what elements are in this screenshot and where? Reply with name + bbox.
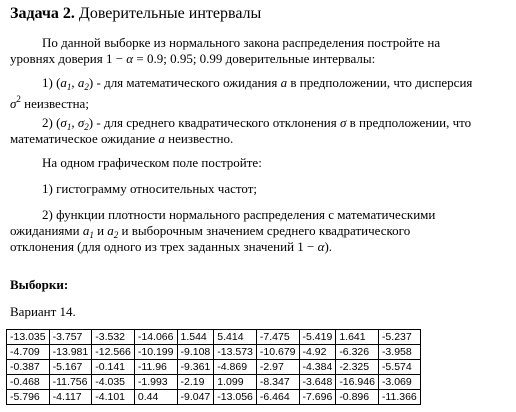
table-cell: -10.199 bbox=[134, 345, 177, 360]
samples-table bbox=[6, 329, 421, 405]
table-cell: -4.035 bbox=[92, 375, 135, 390]
table-cell: -10.679 bbox=[256, 345, 299, 360]
table-cell: -16.946 bbox=[336, 375, 379, 390]
table-cell: -13.035 bbox=[7, 330, 50, 345]
table-cell: -5.419 bbox=[299, 330, 336, 345]
table-cell: -3.958 bbox=[378, 345, 420, 360]
table-cell: -13.981 bbox=[49, 345, 92, 360]
table-cell: -5.237 bbox=[378, 330, 420, 345]
table-cell: -5.167 bbox=[49, 360, 92, 375]
table-row bbox=[7, 390, 421, 405]
table-cell: -2.325 bbox=[336, 360, 379, 375]
intro-line-2: уровнях доверия 1 − α = 0.9; 0.95; 0.99 доверительные интервалы: bbox=[10, 51, 376, 66]
table-cell: -2.19 bbox=[177, 375, 214, 390]
table-cell: 1.641 bbox=[336, 330, 379, 345]
item-2-line-2: математическое ожидание a неизвестно. bbox=[10, 131, 234, 146]
plot-item-2-line-1: 2) функции плотности нормального распределения с математическими bbox=[42, 207, 436, 222]
table-cell: -14.066 bbox=[134, 330, 177, 345]
samples-heading: Выборки: bbox=[10, 277, 69, 292]
table-cell: -9.047 bbox=[177, 390, 214, 405]
plot-item-2-line-3: отклонения (для одного из трех заданных значений 1 − α). bbox=[10, 239, 333, 254]
table-cell: -11.756 bbox=[49, 375, 92, 390]
task-title bbox=[10, 5, 261, 23]
table-cell: -2.97 bbox=[256, 360, 299, 375]
table-cell: -6.326 bbox=[336, 345, 379, 360]
table-cell: -0.896 bbox=[336, 390, 379, 405]
variant-label: Вариант 14. bbox=[10, 304, 76, 319]
table-cell: -4.92 bbox=[299, 345, 336, 360]
table-cell: -11.366 bbox=[378, 390, 420, 405]
task-number: Задача 2. bbox=[10, 5, 75, 22]
table-cell: -0.141 bbox=[92, 360, 135, 375]
intro-line-1: По данной выборке из нормального закона распределения постройте на bbox=[42, 35, 441, 50]
table-cell: 0.44 bbox=[134, 390, 177, 405]
item-1-line-1: 1) ($a_1$, $a_2$) - для математического ожидания a в предположении, что дисперсия bbox=[42, 75, 473, 92]
table-cell: -4.869 bbox=[214, 360, 257, 375]
table-cell: -8.347 bbox=[256, 375, 299, 390]
table-cell: -0.387 bbox=[7, 360, 50, 375]
plot-item-1: 1) гистограмму относительных частот; bbox=[42, 181, 257, 196]
table-cell: -13.056 bbox=[214, 390, 257, 405]
table-cell: 1.544 bbox=[177, 330, 214, 345]
table-cell: -13.573 bbox=[214, 345, 257, 360]
table-cell: -6.464 bbox=[256, 390, 299, 405]
table-cell: -3.532 bbox=[92, 330, 135, 345]
item-2-line-1: 2) ($\sigma_1$, $\sigma_2$) - для среднего квадратического отклонения σ в предположении, что bbox=[42, 115, 472, 132]
table-cell: -4.384 bbox=[299, 360, 336, 375]
table-cell: -4.709 bbox=[7, 345, 50, 360]
plot-intro: На одном графическом поле постройте: bbox=[42, 155, 262, 170]
table-cell: -3.069 bbox=[378, 375, 420, 390]
table-row bbox=[7, 345, 421, 360]
table-cell: -3.757 bbox=[49, 330, 92, 345]
table-cell: -0.468 bbox=[7, 375, 50, 390]
table-row bbox=[7, 330, 421, 345]
plot-item-2-line-2: ожиданиями $a_1$ и $a_2$ и выборочным значением среднего квадратического bbox=[10, 223, 411, 240]
table-cell: -5.574 bbox=[378, 360, 420, 375]
task-title-text: Доверительные интервалы bbox=[74, 5, 262, 22]
table-row bbox=[7, 360, 421, 375]
table-cell: -9.361 bbox=[177, 360, 214, 375]
table-cell: -5.796 bbox=[7, 390, 50, 405]
table-cell: -4.117 bbox=[49, 390, 92, 405]
table-cell: 1.099 bbox=[214, 375, 257, 390]
item-1-line-2: $\sigma^2$ неизвестна; bbox=[10, 94, 89, 111]
table-cell: -7.696 bbox=[299, 390, 336, 405]
table-cell: -7.475 bbox=[256, 330, 299, 345]
table-cell: -4.101 bbox=[92, 390, 135, 405]
table-cell: -9.108 bbox=[177, 345, 214, 360]
table-cell: 5.414 bbox=[214, 330, 257, 345]
table-cell: -1.993 bbox=[134, 375, 177, 390]
table-cell: -12.566 bbox=[92, 345, 135, 360]
table-cell: -3.648 bbox=[299, 375, 336, 390]
table-cell: -11.96 bbox=[134, 360, 177, 375]
table-row bbox=[7, 375, 421, 390]
